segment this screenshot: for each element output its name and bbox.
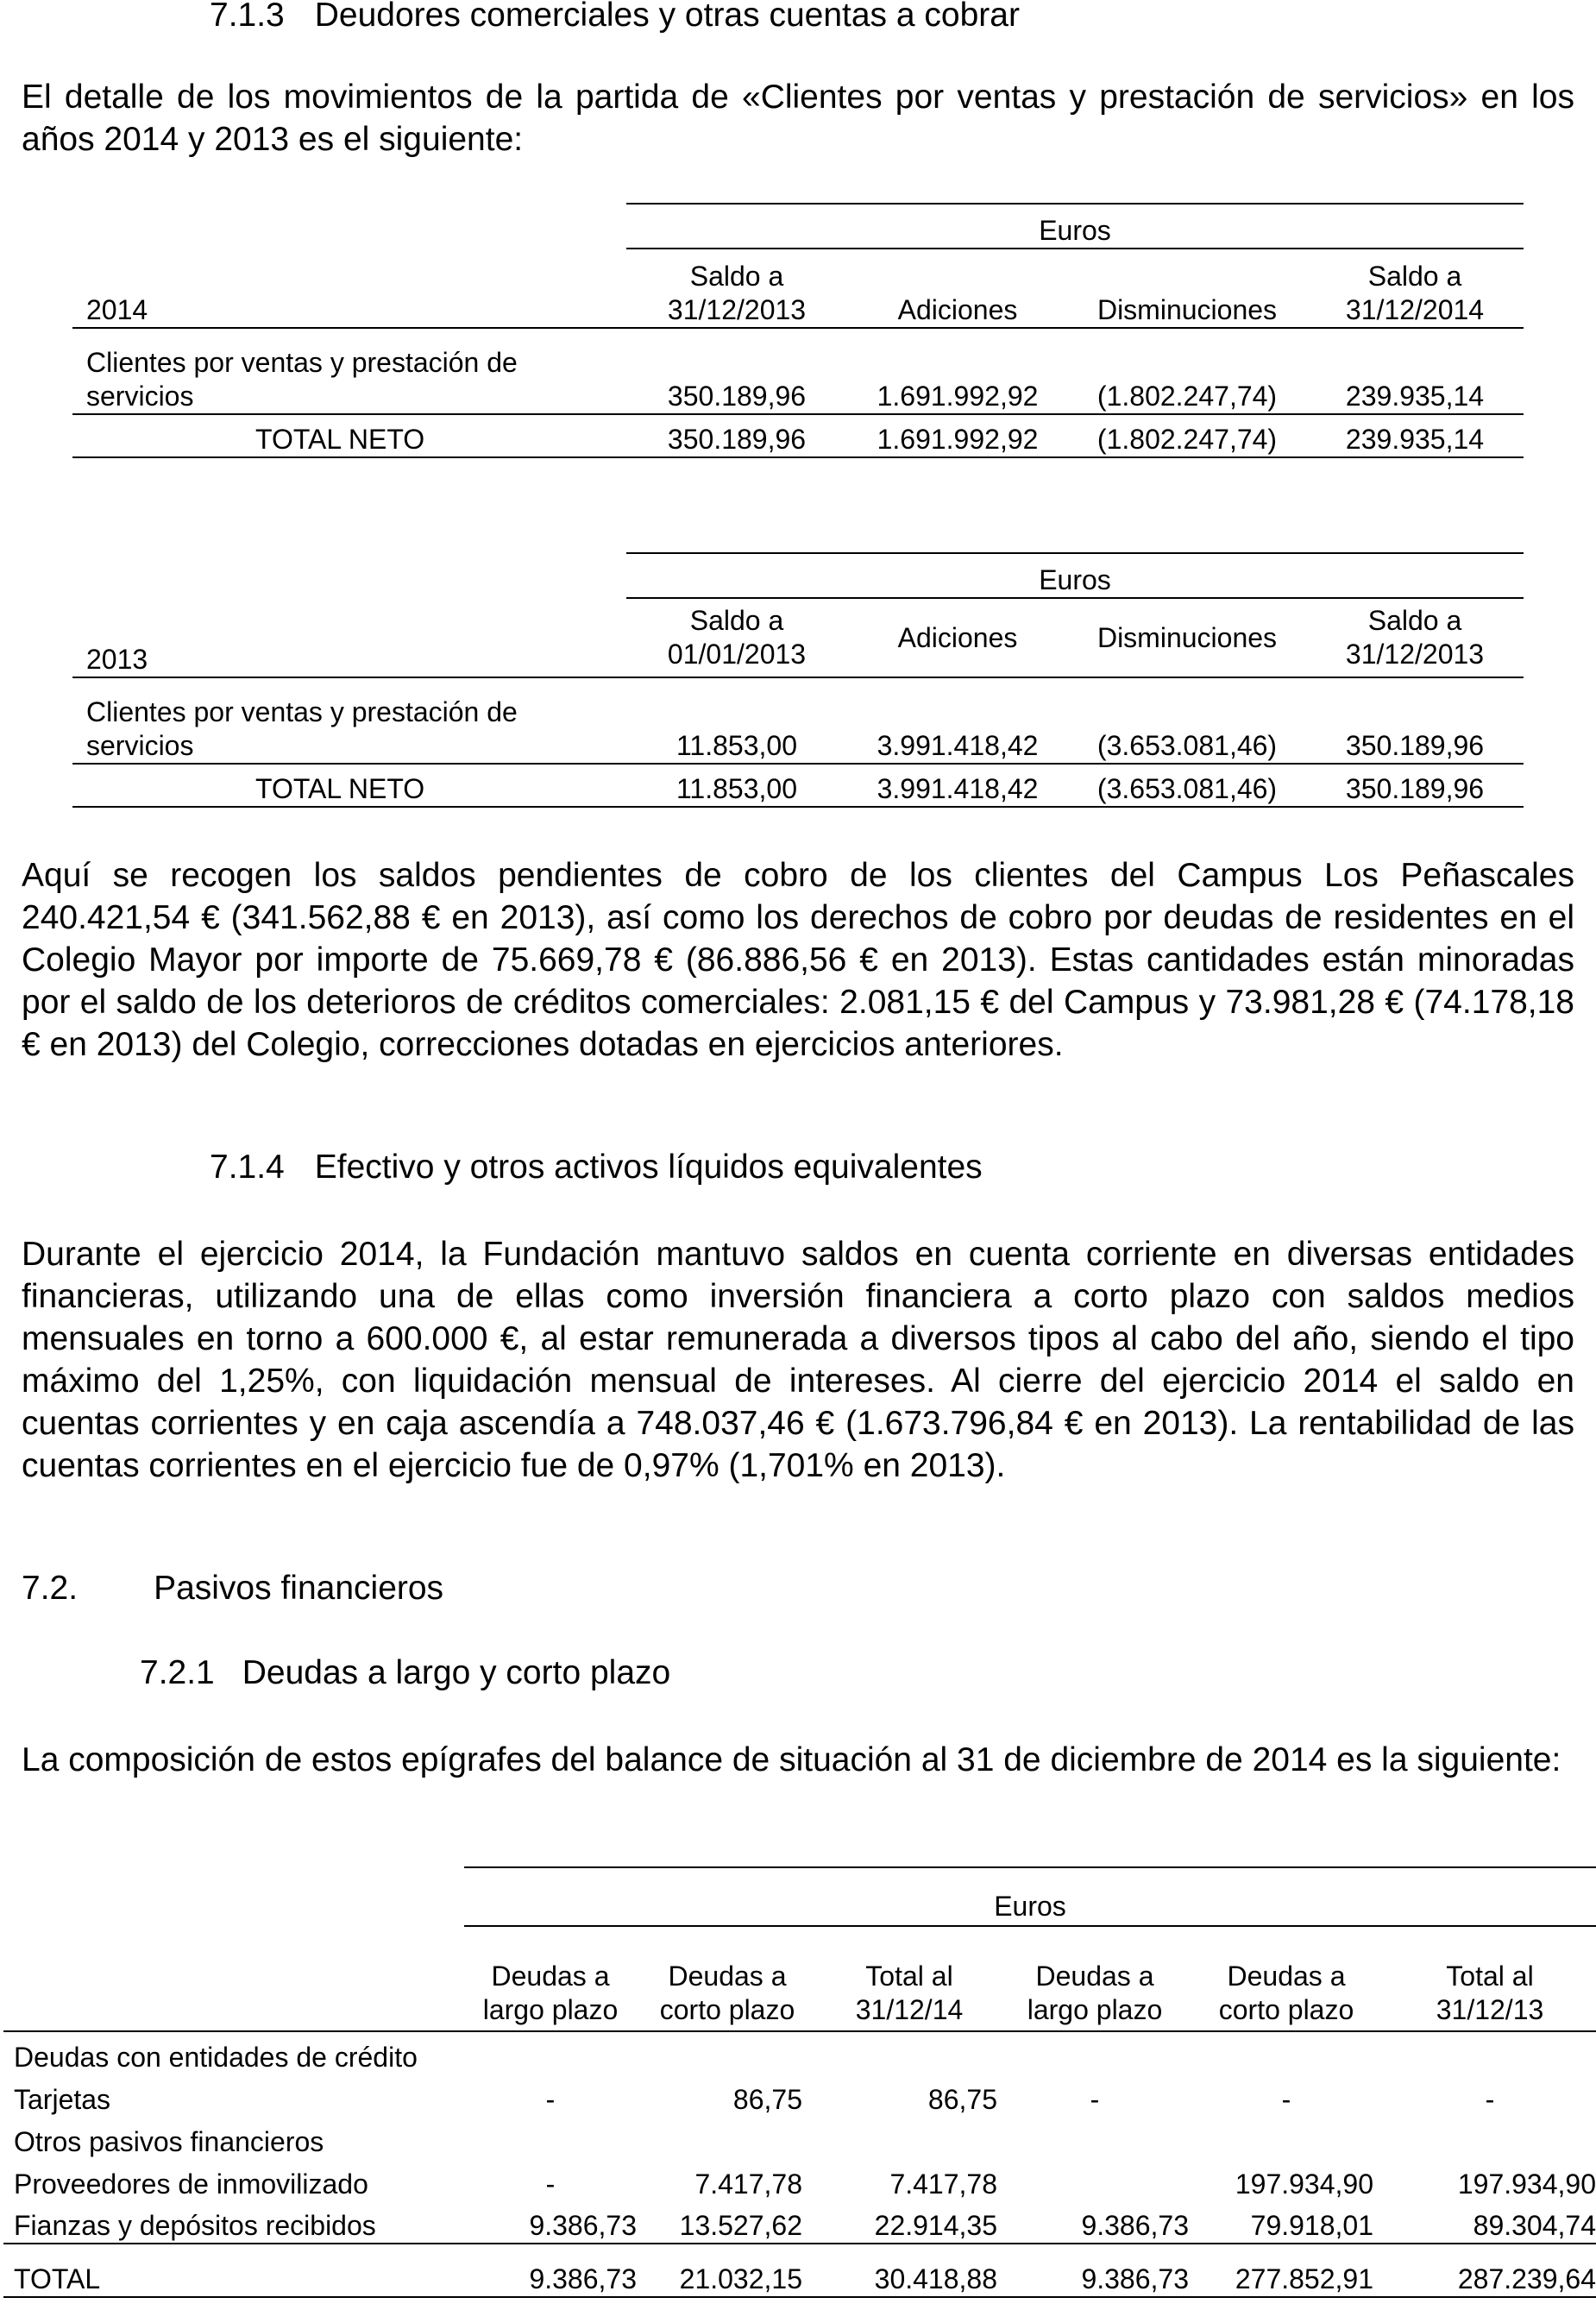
table-cell: 86,75 — [927, 2084, 997, 2115]
section-title: Deudores comerciales y otras cuentas a cobrar — [314, 0, 1020, 34]
table-cell: 9.386,73 — [464, 2201, 637, 2244]
section-heading-7-1-4 — [210, 1149, 983, 1186]
column-header: Saldo a 31/12/2013 — [1306, 598, 1524, 677]
table-cell — [1001, 2159, 1189, 2201]
total-label: TOTAL NETO — [72, 414, 626, 457]
table-cell: (3.653.081,46) — [1068, 764, 1306, 807]
table-cell: 239.935,14 — [1306, 414, 1524, 457]
column-header: Deudas a largo plazo — [464, 1926, 637, 2031]
row-label: Clientes por ventas y prestación de servicios — [72, 328, 626, 414]
deudas-table — [3, 1866, 1596, 2298]
table-cell: 9.386,73 — [464, 2244, 637, 2297]
table-cell: - — [545, 2168, 556, 2200]
table-row — [72, 677, 1524, 764]
table-row — [72, 328, 1524, 414]
total-row — [72, 414, 1524, 457]
table-cell: 350.189,96 — [1306, 764, 1524, 807]
table-cell: - — [545, 2084, 556, 2115]
column-header: Saldo a 31/12/2014 — [1306, 249, 1524, 328]
year-label: 2013 — [72, 598, 626, 677]
column-header: Deudas a corto plazo — [1189, 1926, 1384, 2031]
table-row — [3, 2074, 1596, 2117]
table-cell: - — [1090, 2084, 1100, 2115]
table-cell: (1.802.247,74) — [1068, 328, 1306, 414]
column-header: Saldo a 01/01/2013 — [626, 598, 847, 677]
total-label: TOTAL NETO — [72, 764, 626, 807]
section-title: Efectivo y otros activos líquidos equivalentes — [314, 1149, 983, 1186]
column-header: Total al 31/12/13 — [1384, 1926, 1596, 2031]
table-cell: 3.991.418,42 — [847, 764, 1068, 807]
column-header: Deudas a largo plazo — [1001, 1926, 1189, 2031]
table-cell: 197.934,90 — [1457, 2168, 1596, 2200]
section-heading-7-1-3 — [210, 0, 1020, 35]
table-cell: 287.239,64 — [1384, 2244, 1596, 2297]
table-cell: (3.653.081,46) — [1068, 677, 1306, 764]
table-cell: 1.691.992,92 — [847, 414, 1068, 457]
table-cell: 11.853,00 — [626, 677, 847, 764]
table-cell: 79.918,01 — [1189, 2201, 1384, 2244]
table-cell: 86,75 — [732, 2084, 802, 2115]
table-cell: 21.032,15 — [637, 2244, 818, 2297]
table-cell: 350.189,96 — [1306, 677, 1524, 764]
section-title: Pasivos financieros — [154, 1570, 444, 1607]
table-row — [3, 2159, 1596, 2201]
table-row — [3, 2201, 1596, 2244]
clientes-2014-table — [72, 203, 1524, 458]
table-cell: (1.802.247,74) — [1068, 414, 1306, 457]
row-label: Fianzas y depósitos recibidos — [3, 2201, 464, 2244]
total-label: TOTAL — [3, 2244, 464, 2297]
column-header: Saldo a 31/12/2013 — [626, 249, 847, 328]
saldos-paragraph: Aquí se recogen los saldos pendientes de cobro de los clientes del Campus Los Peñascales 240.421,54 € (341.562,88 € en 2013), así como los derechos de cobro por deudas de residentes en el Colegio Mayor por importe de 75.669,78 € (86.886,56 € en 2013). Estas cantidades están minoradas por el saldo de los deterioros de créditos comerciales: 2.081,15 € del Campus y 73.981,28 € (74.178,18 € en 2013) del Colegio, correcciones dotadas en ejercicios anteriores. — [22, 857, 1574, 1063]
table-cell: 11.853,00 — [626, 764, 847, 807]
table-cell: 7.417,78 — [694, 2168, 802, 2200]
efectivo-paragraph: Durante el ejercicio 2014, la Fundación mantuvo saldos en cuenta corriente en diversas entidades financieras, utilizando una de ellas como inversión financiera a corto plazo con saldos medios mensuales en torno a 600.000 €, al estar remunerada a diversos tipos al cabo del año, siendo el tipo máximo del 1,25%, con liquidación mensual de intereses. Al cierre del ejercicio 2014 el saldo en cuentas corrientes y en caja ascendía a 748.037,46 € (1.673.796,84 € en 2013). La rentabilidad de las cuentas corrientes en el ejercicio fue de 0,97% (1,701% en 2013). — [22, 1236, 1574, 1484]
table-cell: 9.386,73 — [1001, 2201, 1189, 2244]
row-label: Tarjetas — [14, 2084, 111, 2115]
table-cell: 277.852,91 — [1189, 2244, 1384, 2297]
section-title: Deudas a largo y corto plazo — [242, 1654, 671, 1691]
table-cell: 350.189,96 — [626, 328, 847, 414]
section-number: 7.2. — [22, 1570, 79, 1607]
column-header: Total al 31/12/14 — [818, 1926, 1001, 2031]
total-row — [3, 2244, 1596, 2297]
currency-header: Euros — [464, 1867, 1596, 1926]
column-header: Deudas a corto plazo — [637, 1926, 818, 2031]
row-label: Deudas con entidades de crédito — [14, 2042, 418, 2073]
table-cell: 30.418,88 — [818, 2244, 1001, 2297]
section-heading-7-2-1 — [140, 1654, 670, 1692]
column-header: Adiciones — [847, 249, 1068, 328]
table-cell: - — [1281, 2084, 1291, 2115]
table-cell: 7.417,78 — [889, 2168, 997, 2200]
section-heading-7-2 — [22, 1570, 443, 1608]
clientes-2013-table — [72, 552, 1524, 808]
row-label: Clientes por ventas y prestación de servicios — [72, 677, 626, 764]
row-label: Otros pasivos financieros — [14, 2126, 324, 2157]
column-header: Adiciones — [847, 598, 1068, 677]
table-cell: 3.991.418,42 — [847, 677, 1068, 764]
table-cell: 89.304,74 — [1384, 2201, 1596, 2244]
table-cell: 9.386,73 — [1001, 2244, 1189, 2297]
section-number: 7.1.4 — [210, 1149, 285, 1186]
column-header: Disminuciones — [1068, 598, 1306, 677]
table-cell: 239.935,14 — [1306, 328, 1524, 414]
section-number: 7.1.3 — [210, 0, 285, 34]
table-cell: 350.189,96 — [626, 414, 847, 457]
table-cell: 13.527,62 — [637, 2201, 818, 2244]
currency-header: Euros — [626, 553, 1524, 598]
currency-header: Euros — [626, 204, 1524, 249]
row-label: Proveedores de inmovilizado — [14, 2168, 368, 2200]
table-cell: 1.691.992,92 — [847, 328, 1068, 414]
column-header: Disminuciones — [1068, 249, 1306, 328]
clientes-intro-paragraph: El detalle de los movimientos de la partida de «Clientes por ventas y prestación de servicios» en los años 2014 y 2013 es el siguiente: — [22, 79, 1574, 158]
table-row — [3, 2031, 1596, 2074]
table-cell: 197.934,90 — [1235, 2168, 1373, 2200]
composicion-paragraph: La composición de estos epígrafes del balance de situación al 31 de diciembre de 2014 es la siguiente: — [22, 1741, 1561, 1778]
table-cell: - — [1485, 2084, 1495, 2115]
table-row — [3, 2117, 1596, 2159]
table-cell: 22.914,35 — [818, 2201, 1001, 2244]
year-label: 2014 — [72, 249, 626, 328]
total-row — [72, 764, 1524, 807]
section-number: 7.2.1 — [140, 1654, 215, 1691]
